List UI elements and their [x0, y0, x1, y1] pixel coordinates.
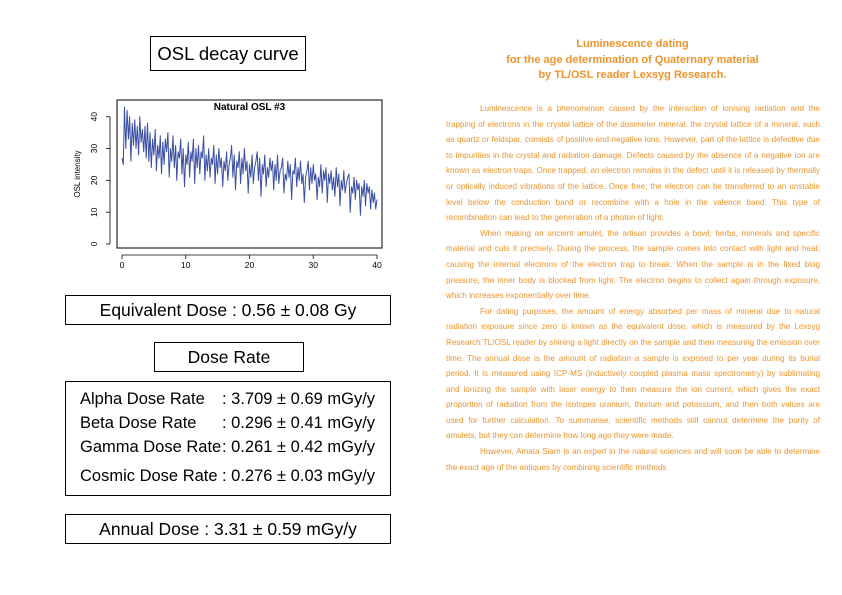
dose-rate-name: Alpha Dose Rate: [80, 390, 205, 408]
article-heading-line: by TL/OSL reader Lexsyg Research.: [538, 69, 727, 81]
chart-title: Natural OSL #3: [213, 102, 286, 113]
article-heading: [445, 37, 820, 84]
x-tick-label: 20: [244, 260, 255, 270]
osl-decay-chart: [68, 92, 392, 274]
dose-rate-name: Beta Dose Rate: [80, 414, 197, 432]
annual-dose-text: Annual Dose : 3.31 ± 0.59 mGy/y: [99, 518, 357, 539]
article-heading-line: for the age determination of Quaternary material: [506, 53, 759, 66]
dose-rate-value: : 3.709 ± 0.69 mGy/y: [222, 390, 376, 408]
dose-rate-heading-box: [154, 342, 304, 372]
y-tick-label: 30: [89, 143, 99, 154]
x-tick-label: 30: [308, 260, 318, 270]
article-heading-line: Luminescence dating: [576, 38, 689, 50]
equivalent-dose-box: [65, 295, 391, 325]
x-tick-label: 40: [372, 260, 382, 270]
annual-dose-box: [65, 514, 391, 544]
x-tick-label: 10: [181, 260, 191, 270]
dose-rate-value: : 0.261 ± 0.42 mGy/y: [222, 438, 376, 456]
x-tick-label: 0: [119, 260, 125, 270]
dose-rate-value: : 0.296 ± 0.41 mGy/y: [222, 414, 376, 432]
osl-decay-title-box: [150, 36, 306, 71]
osl-decay-title: OSL decay curve: [157, 42, 299, 64]
article-paragraph: When making an ancient amulet, the artisan provides a bowl, herbs, minerals and specific material and cuts it precisely. During the process, the sample comes into contact with light and heat, causing the internal electrons of the electron trap to break. When the sample is in the fixed blog pressure, the inner body is blocked from light. The electron begins to collect again through exposure, which increases exponentially over time.: [446, 228, 820, 301]
osl-series-line: [122, 107, 377, 215]
dose-rate-name: Gamma Dose Rate: [80, 438, 222, 456]
article-paragraph: For dating purposes, the amount of energy absorbed per mass of mineral due to natural radiation exposure since zero is known as the equivalent dose, which is measured by the Lexsyg Research TL/OSL reader by shining a light directly on the sample and then measuring the emission over time. The annual dose is the amount of radiation a sample is exposed to per year during its burial period. It is measured using ICP-MS (inductively coupled plasma mass spectrometry) by sublimating and ionizing the sample with laser energy to then measure the ion current, which gives the exact proportion of radiation from the isotopes uranium, thorium and potassium, and then both values are used for further calculation. To summarise, scientific methods still cannot determine the purity of amulets, but they can determine how long ago they were made.: [446, 306, 820, 441]
article-body: [446, 101, 820, 475]
y-axis-label: OSL intensity: [73, 150, 82, 198]
dose-rate-heading: Dose Rate: [187, 346, 271, 367]
y-tick-label: 0: [89, 241, 99, 247]
y-tick-label: 10: [89, 207, 99, 217]
dose-rate-value: : 0.276 ± 0.03 mGy/y: [222, 467, 376, 485]
dose-rates-box: [65, 381, 391, 496]
equivalent-dose-text: Equivalent Dose : 0.56 ± 0.08 Gy: [99, 299, 357, 320]
dose-rate-name: Cosmic Dose Rate: [80, 467, 218, 485]
article-paragraph: However, Amata Siam is an expert in the natural sciences and will soon be able to determine the exact age of the antiques by combining scientific methods.: [446, 447, 820, 472]
y-tick-label: 40: [89, 111, 99, 122]
article-paragraph: Luminescence is a phenomenon caused by the interaction of ionising radiation and the trapping of electrons in the crystal lattice of the dosimeter mineral. the crystal lattice of a mineral, such as quartz or feldspar, consists of positive and negative ions. However, part of the lattice is defective due to impurities in the crystal and radiation damage. Defects caused by the absence of a negative ion are known as electron traps. Once trapped, an electron remains in the defect until it is released by thermally or optically induced vibrations of the lattice. Once free, the electron can be transferred to an unstable level below the conduction band or recombine with a hole in the valence band. This type of recombination can lead to the generation of a photon of light.: [446, 104, 820, 223]
y-tick-label: 20: [89, 175, 99, 186]
